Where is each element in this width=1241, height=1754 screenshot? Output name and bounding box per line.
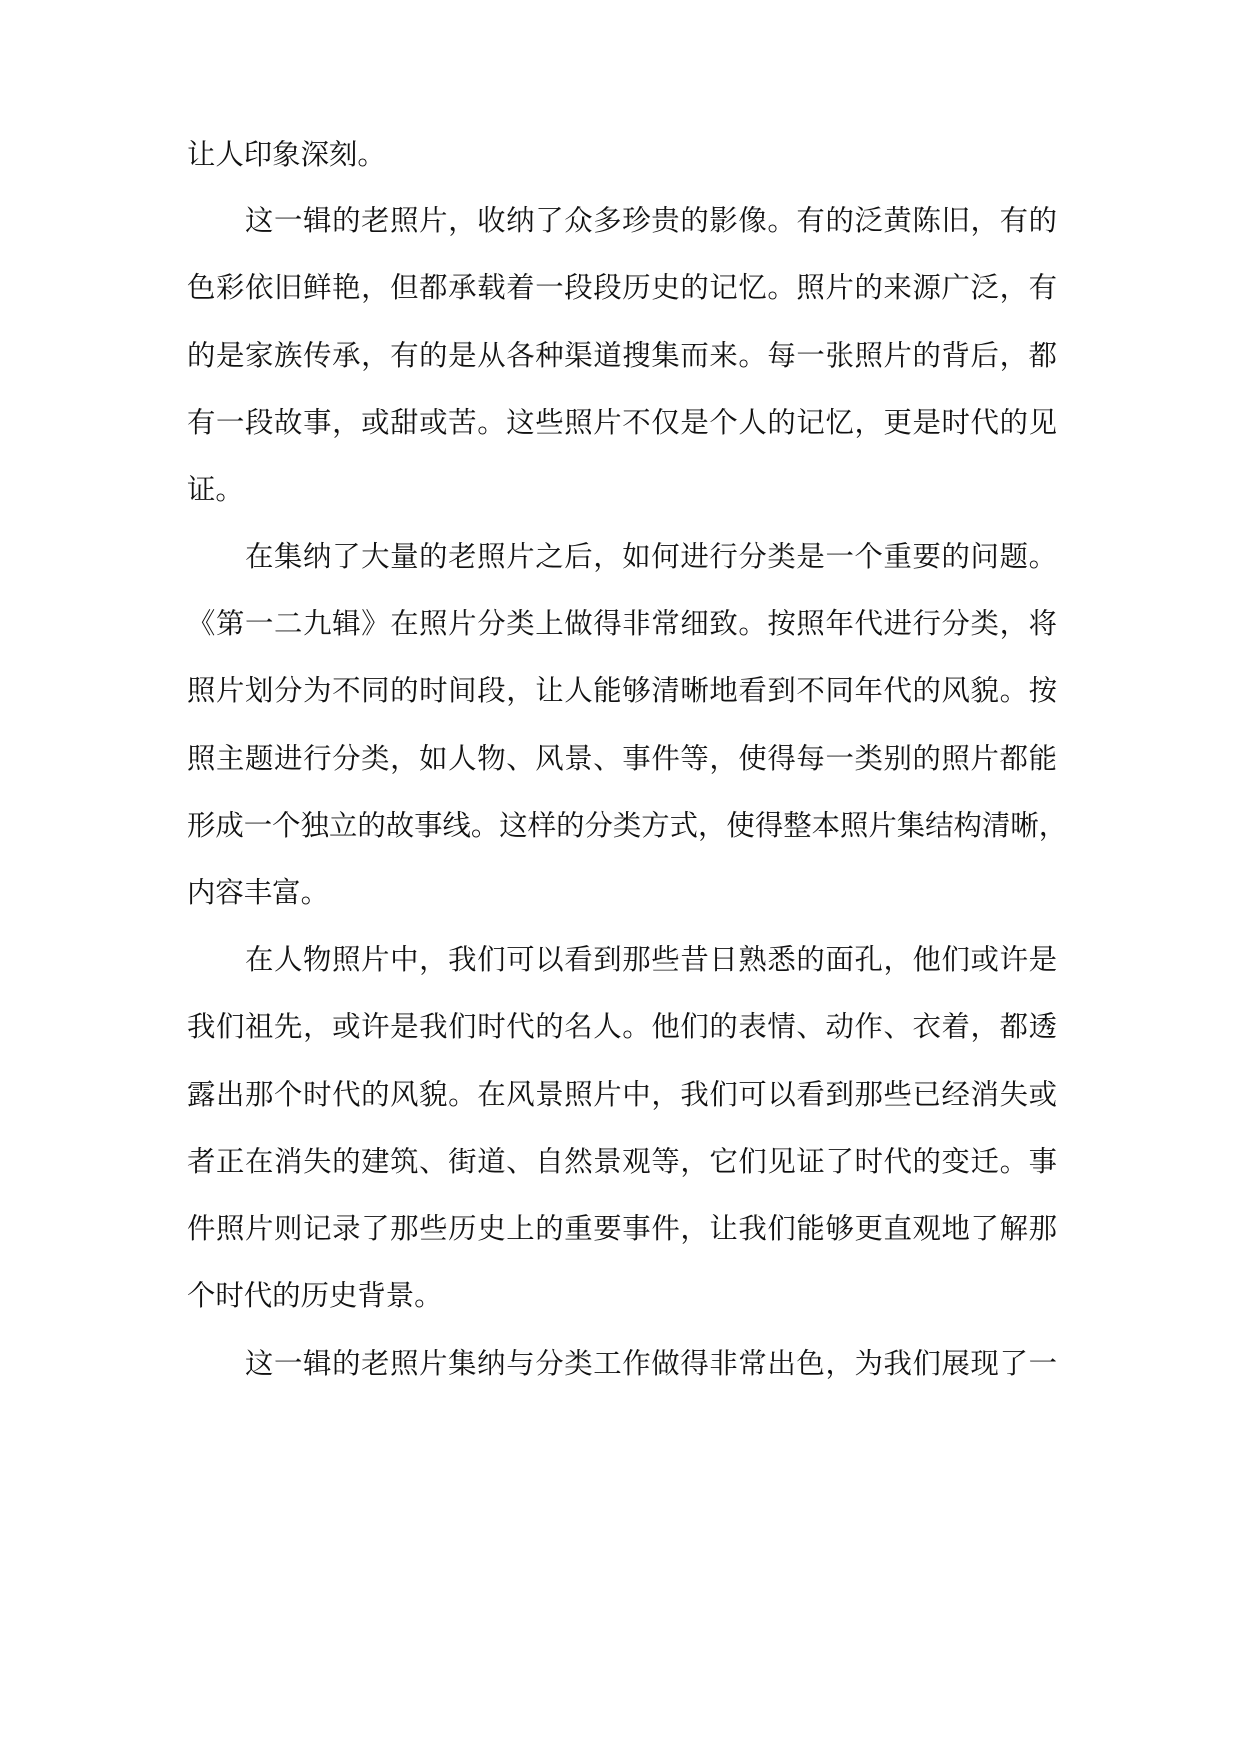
text-line: 让人印象深刻。 [187, 138, 386, 171]
text-line: 证。 [187, 473, 244, 506]
paragraph-first-line: 在人物照片中，我们可以看到那些昔日熟悉的面孔，他们或许是 [245, 943, 1057, 976]
text-line: 件照片则记录了那些历史上的重要事件，让我们能够更直观地了解那 [187, 1212, 1057, 1245]
paragraph-first-line: 这一辑的老照片集纳与分类工作做得非常出色，为我们展现了一 [245, 1347, 1057, 1380]
text-line: 形成一个独立的故事线。这样的分类方式，使得整本照片集结构清晰， [187, 809, 1068, 842]
paragraph-first-line: 在集纳了大量的老照片之后，如何进行分类是一个重要的问题。 [245, 540, 1057, 573]
text-line: 我们祖先，或许是我们时代的名人。他们的表情、动作、衣着，都透 [187, 1010, 1057, 1043]
paragraph-first-line: 这一辑的老照片，收纳了众多珍贵的影像。有的泛黄陈旧，有的 [245, 204, 1057, 237]
text-line: 《第一二九辑》在照片分类上做得非常细致。按照年代进行分类，将 [187, 607, 1057, 640]
text-line: 内容丰富。 [187, 876, 329, 909]
text-line: 个时代的历史背景。 [187, 1279, 443, 1312]
text-line: 照主题进行分类，如人物、风景、事件等，使得每一类别的照片都能 [187, 742, 1057, 775]
text-line: 照片划分为不同的时间段，让人能够清晰地看到不同年代的风貌。按 [187, 674, 1057, 707]
text-line: 露出那个时代的风貌。在风景照片中，我们可以看到那些已经消失或 [187, 1078, 1057, 1111]
text-line: 者正在消失的建筑、街道、自然景观等，它们见证了时代的变迁。事 [187, 1145, 1057, 1178]
text-line: 色彩依旧鲜艳，但都承载着一段段历史的记忆。照片的来源广泛，有 [187, 271, 1057, 304]
text-line: 有一段故事，或甜或苦。这些照片不仅是个人的记忆，更是时代的见 [187, 406, 1057, 439]
text-line: 的是家族传承，有的是从各种渠道搜集而来。每一张照片的背后，都 [187, 339, 1057, 372]
